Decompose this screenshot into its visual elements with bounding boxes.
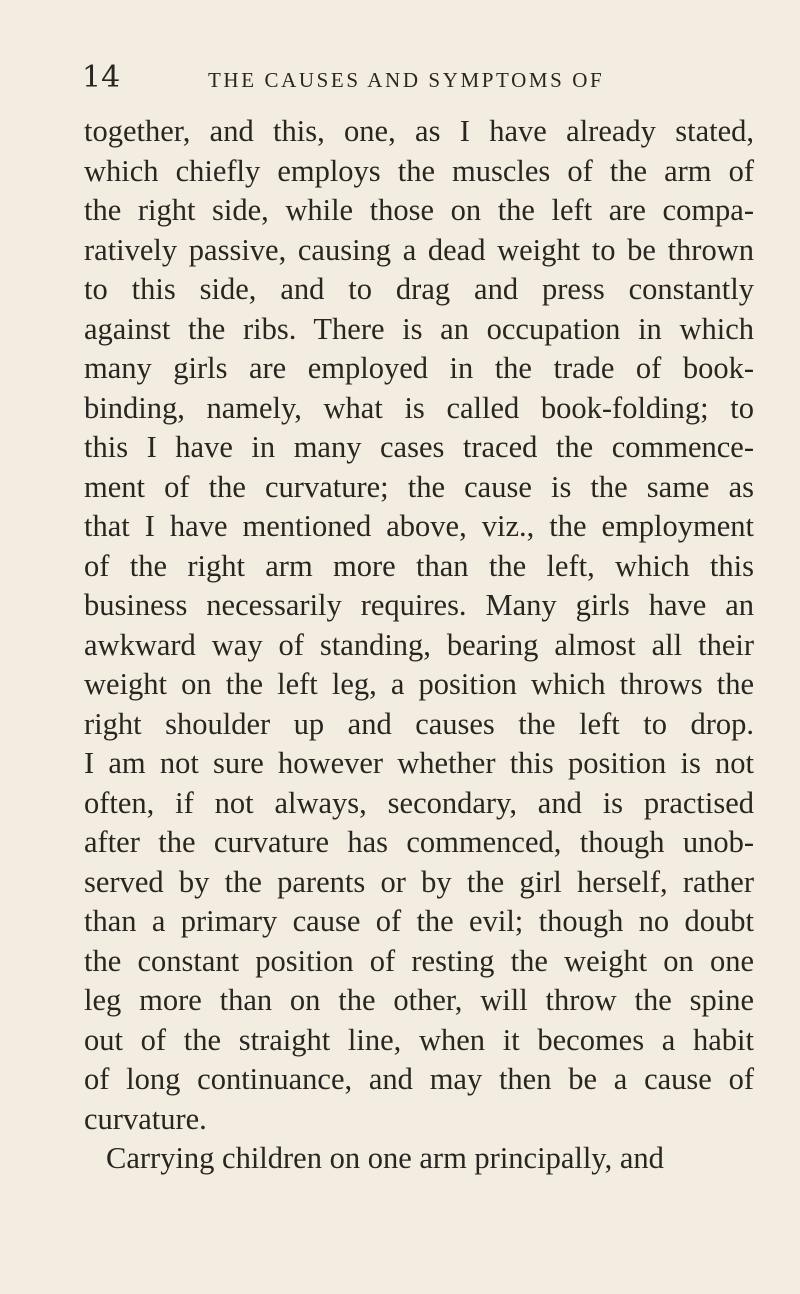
text-line: awkward way of standing, bearing almost all their xyxy=(84,627,754,662)
page-number: 14 xyxy=(82,60,121,95)
text-line: often, if not always, secondary, and is practised xyxy=(84,785,754,820)
text-line: of long continuance, and may then be a cause of xyxy=(84,1062,754,1096)
text-line: served by the parents or by the girl herself, rather xyxy=(84,864,754,899)
text-line: this I have in many cases traced the commence- xyxy=(84,430,754,464)
text-line: leg more than on the other, will throw the spine xyxy=(84,983,754,1017)
text-line: together, and this, one, as I have already stated, xyxy=(84,114,754,148)
text-line-paragraph-end: curvature. xyxy=(84,1101,207,1136)
text-line: the right side, while those on the left are compa- xyxy=(84,193,754,227)
text-line: after the curvature has commenced, though unob- xyxy=(84,825,754,859)
text-line: I am not sure however whether this position is not xyxy=(84,746,754,780)
text-line: than a primary cause of the evil; though no doubt xyxy=(84,904,754,938)
text-line: binding, namely, what is called book-folding; to xyxy=(84,390,754,425)
text-line: ment of the curvature; the cause is the same as xyxy=(84,469,754,504)
text-line: that I have mentioned above, viz., the employment xyxy=(84,509,754,543)
text-line: to this side, and to drag and press constantly xyxy=(84,272,754,306)
text-line: many girls are employed in the trade of book- xyxy=(84,351,754,385)
text-line: out of the straight line, when it becomes a habit xyxy=(84,1022,754,1057)
text-line: of the right arm more than the left, which this xyxy=(84,548,754,583)
text-line: business necessarily requires. Many girls have an xyxy=(84,588,754,622)
body-text xyxy=(84,112,754,1179)
text-line-paragraph-start: Carrying children on one arm principally, and xyxy=(106,1141,664,1175)
text-line: which chiefly employs the muscles of the arm of xyxy=(84,153,754,188)
page-header xyxy=(0,58,800,98)
text-line: the constant position of resting the weight on one xyxy=(84,943,754,978)
text-line: weight on the left leg, a position which throws the xyxy=(84,667,754,701)
text-line: right shoulder up and causes the left to drop. xyxy=(84,706,754,741)
text-line: ratively passive, causing a dead weight to be thrown xyxy=(84,232,754,267)
running-head: THE CAUSES AND SYMPTOMS OF xyxy=(208,68,605,92)
text-line: against the ribs. There is an occupation in which xyxy=(84,311,754,346)
